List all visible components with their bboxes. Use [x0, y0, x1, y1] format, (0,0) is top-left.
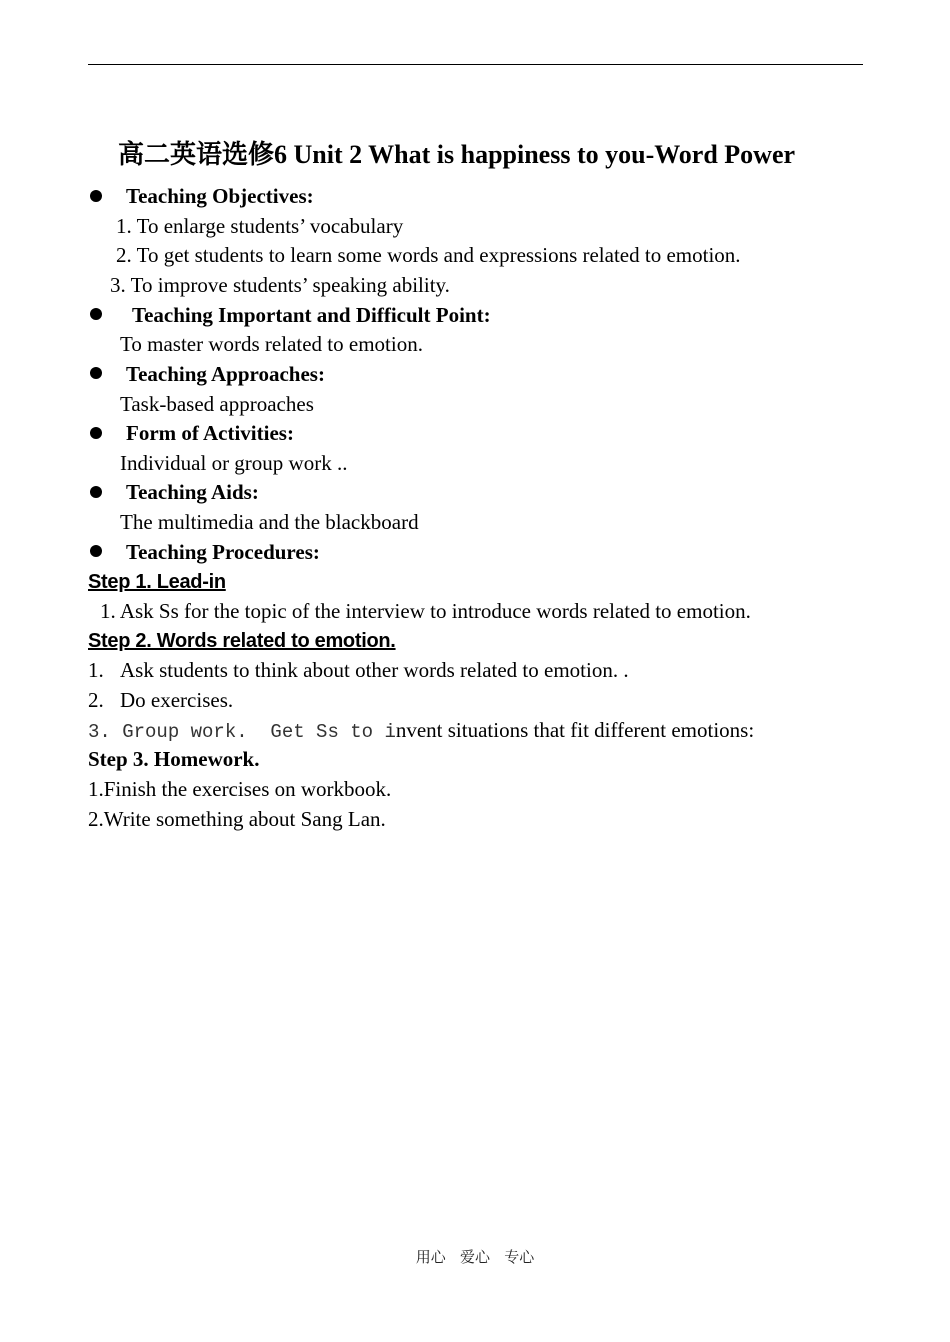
- approaches-text: Task-based approaches: [120, 392, 314, 416]
- step3-item: 1.Finish the exercises on workbook.: [88, 777, 392, 801]
- step1-heading: Step 1. Lead-in: [88, 571, 226, 593]
- step3-heading: Step 3. Homework.: [88, 747, 260, 771]
- approaches-heading: Teaching Approaches:: [126, 362, 325, 386]
- step2-item: Do exercises.: [120, 688, 234, 712]
- step2-item: Ask students to think about other words related to emotion. .: [120, 658, 629, 682]
- bullet-icon: [90, 308, 102, 320]
- bullet-icon: [90, 545, 102, 557]
- step1-item: 1. Ask Ss for the topic of the interview to introduce words related to emotion.: [100, 599, 751, 623]
- important-heading: Teaching Important and Difficult Point:: [132, 303, 491, 327]
- aids-heading: Teaching Aids:: [126, 480, 259, 504]
- objectives-heading: Teaching Objectives:: [126, 184, 314, 208]
- step2-heading: Step 2. Words related to emotion.: [88, 630, 396, 652]
- step2-item: [88, 717, 754, 745]
- objective-item: 1. To enlarge students’ vocabulary: [116, 214, 404, 238]
- step3-item: 2.Write something about Sang Lan.: [88, 807, 386, 831]
- bullet-icon: [90, 427, 102, 439]
- step2-item-number: 1.: [88, 658, 104, 682]
- step2-item-number: 2.: [88, 688, 104, 712]
- page-title: 高二英语选修6 Unit 2 What is happiness to you-Word Power: [118, 140, 796, 169]
- bullet-icon: [90, 190, 102, 202]
- activities-heading: Form of Activities:: [126, 421, 294, 445]
- step2-item-mono-part: 3. Group work. Get Ss to i: [88, 721, 396, 743]
- important-text: To master words related to emotion.: [120, 332, 423, 356]
- procedures-heading: Teaching Procedures:: [126, 540, 320, 564]
- bullet-icon: [90, 486, 102, 498]
- page-footer: 用心 爱心 专心: [415, 1248, 535, 1266]
- activities-text: Individual or group work ..: [120, 451, 348, 475]
- objective-item: 2. To get students to learn some words and expressions related to emotion.: [116, 243, 741, 267]
- aids-text: The multimedia and the blackboard: [120, 510, 419, 534]
- step2-item-rest: nvent situations that fit different emotions:: [395, 718, 755, 742]
- header-rule: [88, 64, 863, 65]
- objective-item: 3. To improve students’ speaking ability.: [110, 273, 450, 297]
- bullet-icon: [90, 367, 102, 379]
